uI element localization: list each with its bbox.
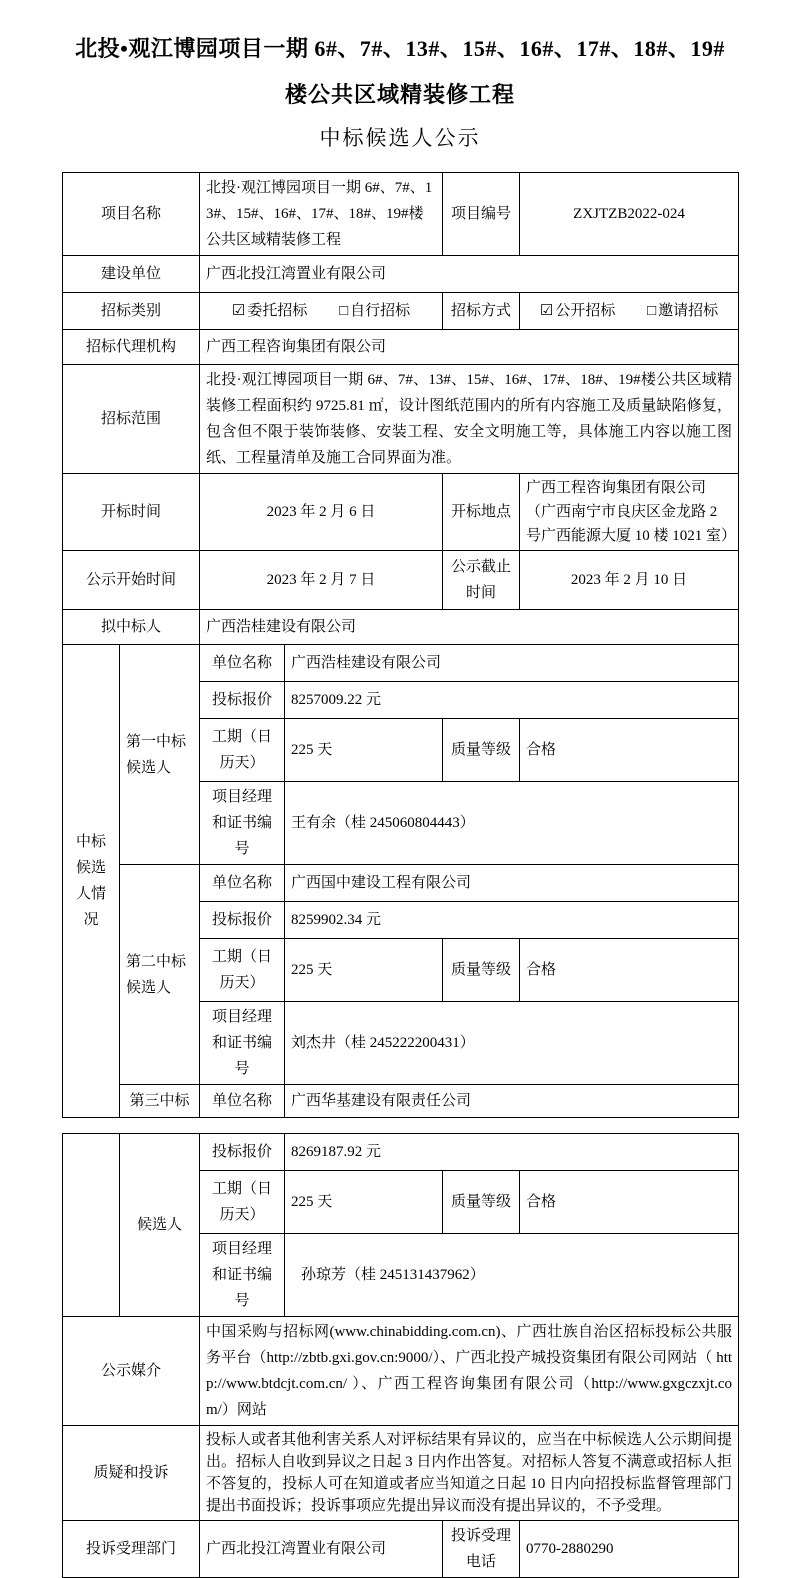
candidate-company-label: 单位名称 xyxy=(200,645,285,682)
publicity-end-label: 公示截止时间 xyxy=(443,551,520,610)
candidate-manager-label: 项目经理和证书编号 xyxy=(200,1002,285,1085)
checkbox-checked-icon: ☑ xyxy=(539,303,554,319)
candidate3-price-value: 8269187.92 元 xyxy=(285,1134,739,1171)
open-time-value: 2023 年 2 月 6 日 xyxy=(200,474,443,551)
project-name-label: 项目名称 xyxy=(63,173,200,256)
candidate1-price-value: 8257009.22 元 xyxy=(285,682,739,719)
candidate3-rank-label-part1: 第三中标 xyxy=(120,1085,200,1118)
candidate-quality-label: 质量等级 xyxy=(443,939,520,1002)
row-agency xyxy=(63,330,739,365)
document-title xyxy=(62,26,738,158)
complaint-dept-label: 投诉受理部门 xyxy=(63,1521,200,1578)
candidate-manager-label: 项目经理和证书编号 xyxy=(200,782,285,865)
candidate3-company-value: 广西华基建设有限责任公司 xyxy=(285,1085,739,1118)
candidate-quality-label: 质量等级 xyxy=(443,1171,520,1234)
row-candidate3-price xyxy=(63,1134,739,1171)
row-complaint xyxy=(63,1521,739,1578)
title-line-2: 楼公共区域精装修工程 xyxy=(284,82,515,107)
open-place-label: 开标地点 xyxy=(443,474,520,551)
announcement-table-page2 xyxy=(62,1133,739,1578)
row-bid-category xyxy=(63,293,739,330)
row-owner xyxy=(63,256,739,293)
bid-category-checked-option: 委托招标 xyxy=(247,303,308,319)
candidate3-quality-value: 合格 xyxy=(520,1171,739,1234)
row-open-time xyxy=(63,474,739,551)
candidate-duration-label: 工期（日历天） xyxy=(200,1171,285,1234)
row-publicity-time xyxy=(63,551,739,610)
candidate2-rank-label: 第二中标候选人 xyxy=(120,865,200,1085)
bid-method-unchecked-option: 邀请招标 xyxy=(658,303,719,319)
project-code-value: ZXJTZB2022-024 xyxy=(520,173,739,256)
publicity-start-label: 公示开始时间 xyxy=(63,551,200,610)
bid-method-label: 招标方式 xyxy=(443,293,520,330)
complaint-phone-value: 0770-2880290 xyxy=(520,1521,739,1578)
open-place-value: 广西工程咨询集团有限公司（广西南宁市良庆区金龙路 2 号广西能源大厦 10 楼 1021 室） xyxy=(520,474,739,551)
publicity-start-value: 2023 年 2 月 7 日 xyxy=(200,551,443,610)
candidate2-price-value: 8259902.34 元 xyxy=(285,902,739,939)
complaint-dept-value: 广西北投江湾置业有限公司 xyxy=(200,1521,443,1578)
candidate1-quality-value: 合格 xyxy=(520,719,739,782)
complaint-phone-label: 投诉受理电话 xyxy=(443,1521,520,1578)
owner-label: 建设单位 xyxy=(63,256,200,293)
project-name-value: 北投·观江博园项目一期 6#、7#、13#、15#、16#、17#、18#、19#楼公共区域精装修工程 xyxy=(200,173,443,256)
candidate-price-label: 投标报价 xyxy=(200,902,285,939)
row-candidate1-company xyxy=(63,645,739,682)
row-objection xyxy=(63,1426,739,1521)
candidate-quality-label: 质量等级 xyxy=(443,719,520,782)
row-scope xyxy=(63,365,739,474)
scope-label: 招标范围 xyxy=(63,365,200,474)
candidate-price-label: 投标报价 xyxy=(200,682,285,719)
candidate-duration-label: 工期（日历天） xyxy=(200,719,285,782)
row-media xyxy=(63,1317,739,1426)
candidate3-rank-label-part2: 候选人 xyxy=(120,1134,200,1317)
page-break-gap xyxy=(62,1118,738,1133)
candidate-price-label: 投标报价 xyxy=(200,1134,285,1171)
candidate2-duration-value: 225 天 xyxy=(285,939,443,1002)
bid-method-value xyxy=(520,293,739,330)
candidate3-duration-value: 225 天 xyxy=(285,1171,443,1234)
candidate-duration-label: 工期（日历天） xyxy=(200,939,285,1002)
proposed-winner-value: 广西浩桂建设有限公司 xyxy=(200,610,739,645)
proposed-winner-label: 拟中标人 xyxy=(63,610,200,645)
row-candidate2-company xyxy=(63,865,739,902)
candidate-company-label: 单位名称 xyxy=(200,1085,285,1118)
bid-method-checked-option: 公开招标 xyxy=(555,303,616,319)
owner-value: 广西北投江湾置业有限公司 xyxy=(200,256,739,293)
candidate-manager-label: 项目经理和证书编号 xyxy=(200,1234,285,1317)
agency-value: 广西工程咨询集团有限公司 xyxy=(200,330,739,365)
candidate2-manager-value: 刘杰井（桂 245222200431） xyxy=(285,1002,739,1085)
candidate1-rank-label: 第一中标候选人 xyxy=(120,645,200,865)
bid-category-label: 招标类别 xyxy=(63,293,200,330)
announcement-table-page1 xyxy=(62,172,739,1118)
row-candidate3-company xyxy=(63,1085,739,1118)
media-value: 中国采购与招标网(www.chinabidding.com.cn)、广西壮族自治区招标投标公共服务平台（http://zbtb.gxi.gov.cn:9000/）、广西北投产城投资集团有限公司网站（ http://www.btdcjt.com.cn/ ）、广西工程咨询集团有限公司（http://www.gxgczxjt.com/）网站 xyxy=(200,1317,739,1426)
candidate3-manager-value: 孙琼芳（桂 245131437962） xyxy=(285,1234,739,1317)
candidate1-company-value: 广西浩桂建设有限公司 xyxy=(285,645,739,682)
checkbox-unchecked-icon: □ xyxy=(339,303,349,319)
bid-category-unchecked-option: 自行招标 xyxy=(350,303,411,319)
candidate1-manager-value: 王有余（桂 245060804443） xyxy=(285,782,739,865)
publicity-end-value: 2023 年 2 月 10 日 xyxy=(520,551,739,610)
candidate2-company-value: 广西国中建设工程有限公司 xyxy=(285,865,739,902)
candidate-section-continued-cell xyxy=(63,1134,120,1317)
title-line-3: 中标候选人公示 xyxy=(319,126,481,150)
media-label: 公示媒介 xyxy=(63,1317,200,1426)
title-line-1: 北投•观江博园项目一期 6#、7#、13#、15#、16#、17#、18#、19# xyxy=(75,36,725,61)
row-proposed-winner xyxy=(63,610,739,645)
checkbox-checked-icon: ☑ xyxy=(231,303,246,319)
candidate2-quality-value: 合格 xyxy=(520,939,739,1002)
candidate-section-label: 中标候选人情况 xyxy=(63,645,120,1118)
open-time-label: 开标时间 xyxy=(63,474,200,551)
candidate1-duration-value: 225 天 xyxy=(285,719,443,782)
checkbox-unchecked-icon: □ xyxy=(647,303,657,319)
row-project-name xyxy=(63,173,739,256)
objection-label: 质疑和投诉 xyxy=(63,1426,200,1521)
objection-value: 投标人或者其他利害关系人对评标结果有异议的，应当在中标候选人公示期间提出。招标人自收到异议之日起 3 日内作出答复。对招标人答复不满意或招标人拒不答复的，投标人可在知道或者应当知道之日起 10 日内向招投标监督管理部门提出书面投诉；投诉事项应先提出异议而没有提出异议的，不予受理。 xyxy=(200,1426,739,1521)
bid-category-value xyxy=(200,293,443,330)
scope-value: 北投·观江博园项目一期 6#、7#、13#、15#、16#、17#、18#、19#楼公共区域精装修工程面积约 9725.81 ㎡，设计图纸范围内的所有内容施工及质量缺陷修复，包含但不限于装饰装修、安装工程、安全文明施工等，具体施工内容以施工图纸、工程量清单及施工合同界面为准。 xyxy=(200,365,739,474)
candidate-company-label: 单位名称 xyxy=(200,865,285,902)
project-code-label: 项目编号 xyxy=(443,173,520,256)
agency-label: 招标代理机构 xyxy=(63,330,200,365)
